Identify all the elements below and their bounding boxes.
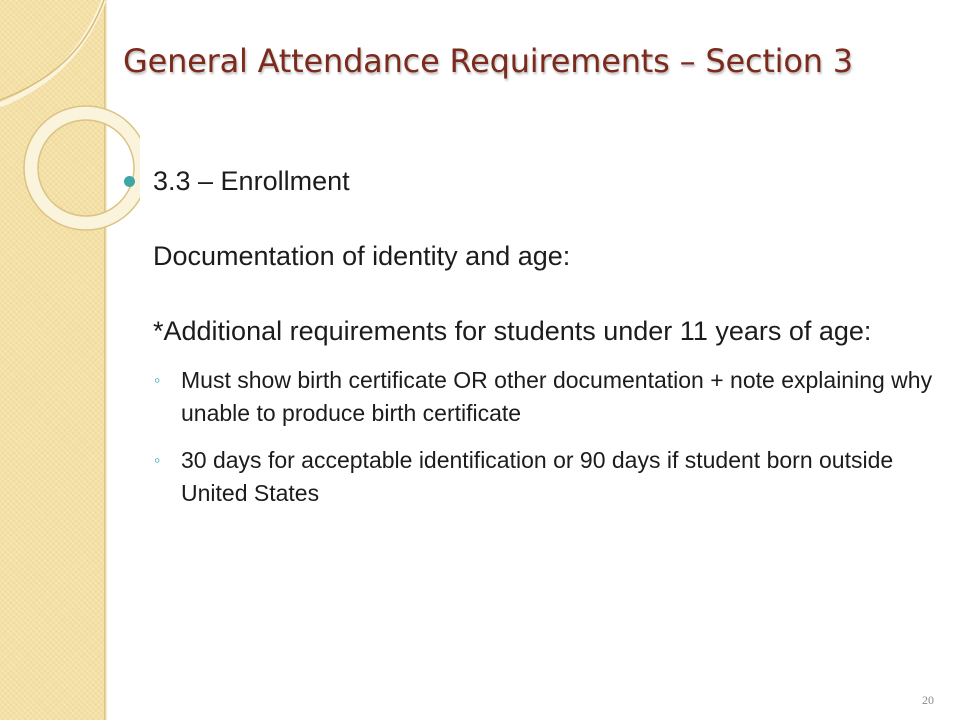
bullet-dot-icon (124, 176, 135, 187)
sub-bullet-list (123, 364, 943, 510)
slide-content (123, 162, 943, 524)
slide-title: General Attendance Requirements – Section 3 (123, 42, 853, 80)
additional-requirements-paragraph: *Additional requirements for students under 11 years of age: (153, 316, 872, 346)
hollow-circle-bullet-icon: ◦ (154, 370, 161, 390)
bullet-heading-text: 3.3 – Enrollment (153, 166, 350, 196)
documentation-paragraph: Documentation of identity and age: (153, 241, 571, 271)
sub-bullet-text: Must show birth certificate OR other documentation + note explaining why unable to produce birth certificate (181, 367, 933, 426)
page-number: 20 (922, 693, 934, 707)
decorative-side-strip (0, 0, 105, 720)
sub-bullet-item (154, 364, 943, 430)
hollow-circle-bullet-icon: ◦ (154, 450, 161, 470)
sub-bullet-text: 30 days for acceptable identification or 90 days if student born outside United States (181, 447, 894, 506)
bullet-item-enrollment (123, 162, 943, 200)
side-strip-edge (104, 0, 107, 720)
sub-bullet-item (154, 444, 943, 510)
